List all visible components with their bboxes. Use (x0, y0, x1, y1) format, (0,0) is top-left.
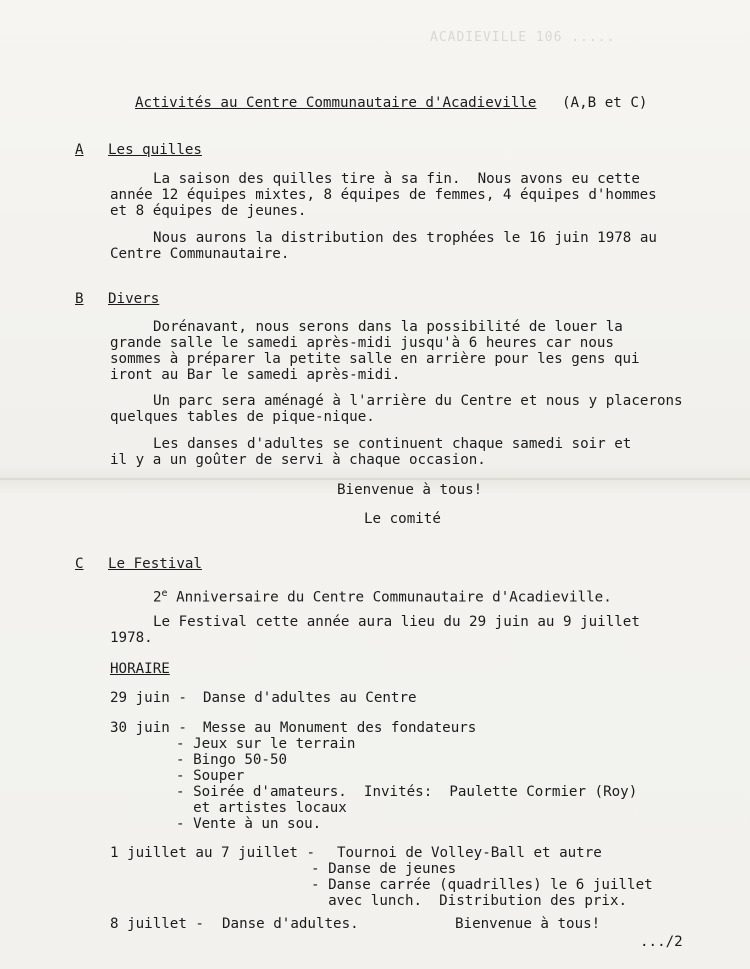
festival-line2: 1978. (110, 630, 153, 646)
schedule-30-item3: - Bingo 50-50 (176, 752, 288, 768)
festival-line1: Le Festival cette année aura lieu du 29 juin au 9 juillet (153, 614, 640, 630)
anniversary-superscript: e (161, 588, 168, 599)
horaire-heading: HORAIRE (110, 661, 170, 677)
anniversary-line (153, 586, 612, 606)
section-b-p1-line2: grande salle le samedi après-midi jusqu'à 6 heures car nous (110, 335, 614, 351)
schedule-1-7-item2: - Danse de jeunes (311, 861, 457, 877)
section-b-p2-line2: quelques tables de pique-nique. (110, 409, 375, 425)
page-number: .../2 (640, 934, 683, 950)
section-a-p1-line3: et 8 équipes de jeunes. (110, 203, 307, 219)
schedule-8-date: 8 juillet - (110, 916, 204, 932)
schedule-30-item1: Messe au Monument des fondateurs (203, 720, 477, 736)
section-b-p3-line1: Les danses d'adultes se continuent chaque samedi soir et (153, 436, 632, 452)
section-b-p3-line2: il y a un goûter de servi à chaque occasion. (110, 452, 486, 468)
section-c-letter: C (75, 556, 84, 572)
schedule-30-item7: - Vente à un sou. (176, 816, 322, 832)
schedule-29-text: Danse d'adultes au Centre (203, 690, 417, 706)
section-a-p1-line1: La saison des quilles tire à sa fin. Nous avons eu cette (153, 171, 640, 187)
section-b-letter: B (75, 291, 84, 307)
section-b-p1-line3: sommes à préparer la petite salle en arrière pour les gens qui (110, 351, 640, 367)
schedule-30-date: 30 juin - (110, 720, 187, 736)
paper-fold (0, 478, 750, 480)
section-a-p1-line2: année 12 équipes mixtes, 8 équipes de femmes, 4 équipes d'hommes (110, 187, 657, 203)
schedule-1-7-date: 1 juillet au 7 juillet - (110, 845, 315, 861)
section-b-p1-line4: iront au Bar le samedi après-midi. (110, 367, 401, 383)
section-a-p2-line1: Nous aurons la distribution des trophées le 16 juin 1978 au (153, 230, 657, 246)
schedule-30-item2: - Jeux sur le terrain (176, 736, 356, 752)
schedule-1-7-item3: - Danse carrée (quadrilles) le 6 juillet (311, 877, 653, 893)
section-b-welcome: Bienvenue à tous! (337, 482, 483, 498)
section-a-letter: A (75, 142, 84, 158)
schedule-30-item4: - Souper (176, 768, 245, 784)
schedule-29-date: 29 juin - (110, 690, 187, 706)
document-title: Activités au Centre Communautaire d'Acadieville (135, 95, 537, 111)
schedule-30-item5: - Soirée d'amateurs. Invités: Paulette Cormier (Roy) (176, 784, 638, 800)
schedule-1-7-item1: Tournoi de Volley-Ball et autre (337, 845, 602, 861)
section-a-p2-line2: Centre Communautaire. (110, 246, 290, 262)
section-b-p1-line1: Dorénavant, nous serons dans la possibilité de louer la (153, 319, 623, 335)
section-a-heading: Les quilles (108, 142, 202, 158)
schedule-8-welcome: Bienvenue à tous! (455, 916, 601, 932)
section-b-signature: Le comité (364, 511, 441, 527)
schedule-30-item6: et artistes locaux (176, 800, 347, 816)
section-c-heading: Le Festival (108, 556, 202, 572)
document-title-suffix: (A,B et C) (562, 95, 648, 111)
ghost-header: ACADIEVILLE 106 ..... (430, 30, 616, 45)
anniversary-number: 2 (153, 589, 162, 606)
schedule-1-7-item4: avec lunch. Distribution des prix. (311, 893, 628, 909)
section-b-heading: Divers (108, 291, 160, 307)
schedule-8-text: Danse d'adultes. (222, 916, 359, 932)
anniversary-text: Anniversaire du Centre Communautaire d'Acadieville. (176, 589, 612, 606)
section-b-p2-line1: Un parc sera aménagé à l'arrière du Centre et nous y placerons (153, 393, 683, 409)
